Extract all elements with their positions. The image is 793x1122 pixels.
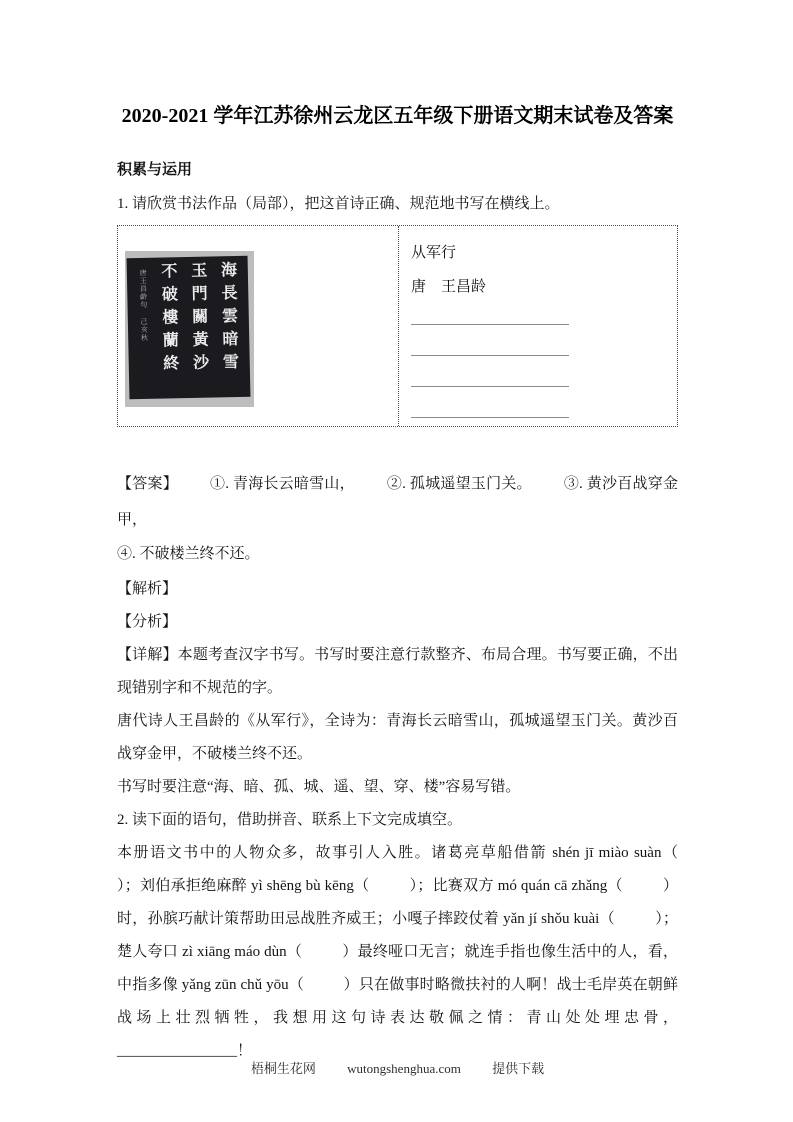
section-heading: 积累与运用 bbox=[117, 162, 193, 178]
analysis-poem-paragraph: 唐代诗人王昌龄的《从军行》，全诗为：青海长云暗雪山，孤城遥望玉门关。黄沙百战穿金甲，不破楼兰终不还。 bbox=[117, 713, 678, 762]
footer-site-url: wutongshenghua.com bbox=[347, 1061, 461, 1076]
analysis-detail-paragraph: 【详解】本题考查汉字书写。书写时要注意行款整齐、布局合理。书写要正确，不出现错别字和不规范的字。 bbox=[117, 647, 678, 696]
question-2-body: 本册语文书中的人物众多，故事引人入胜。诸葛亮草船借箭 shén jī miào suàn（ ）；刘伯承拒绝麻醉 yì shēng bù kēng（ ）；比赛双方 mó quán cā zhǎng（ ）时，孙膑巧献计策帮助田忌战胜齐威王；小嘎子摔跤仗着 yǎn jí shǒu kuài（ ）；楚人夸口 zì xiāng máo dùn（ ）最终哑口无言；就连手指也像生活中的人，看，中指多像 yǎng zūn chǔ yōu（ ）只在做事时略微扶衬的人啊！战士毛岸英在朝鲜战场上壮烈牺牲，我想用这句诗表达敬佩之情：青山处处埋忠骨，________________！ bbox=[117, 845, 716, 1059]
question-2-text: 2. 读下面的语句，借助拼音、联系上下文完成填空。 bbox=[117, 812, 463, 828]
answer-item-3: ③. 黄沙百战穿金甲， bbox=[117, 476, 678, 528]
question-1-box bbox=[117, 225, 678, 427]
poem-cell bbox=[398, 226, 677, 426]
answer-item-4: ④. 不破楼兰终不还。 bbox=[117, 546, 260, 562]
page-title: 2020-2021 学年江苏徐州云龙区五年级下册语文期末试卷及答案 bbox=[121, 105, 674, 127]
footer bbox=[117, 1058, 678, 1077]
analysis-fenxi-label: 【分析】 bbox=[117, 614, 178, 630]
analysis-jiexi-label: 【解析】 bbox=[117, 581, 178, 597]
answer-label: 【答案】 bbox=[117, 476, 178, 492]
answer-blank-line bbox=[411, 356, 569, 387]
analysis-note-paragraph: 书写时要注意“海、暗、孤、城、遥、望、穿、楼”容易写错。 bbox=[117, 779, 521, 795]
calligraphy-column-3: 不破樓蘭終 bbox=[158, 262, 179, 378]
answer-item-1: ①. 青海长云暗雪山， bbox=[209, 476, 355, 492]
document-body bbox=[117, 0, 716, 1068]
question-1-text: 1. 请欣赏书法作品（局部），把这首诗正确、规范地书写在横线上。 bbox=[117, 196, 560, 212]
calligraphy-column-2: 玉門關黃沙 bbox=[188, 261, 208, 377]
answer-blank-line bbox=[411, 387, 569, 418]
calligraphy-plaque bbox=[127, 256, 251, 400]
footer-download-text: 提供下载 bbox=[492, 1061, 545, 1076]
answer-blank-line bbox=[411, 297, 569, 325]
calligraphy-column-1: 海長雲暗雪 bbox=[218, 261, 238, 377]
answer-row bbox=[117, 466, 678, 538]
poem-title: 从军行 bbox=[411, 245, 457, 261]
calligraphy-cell bbox=[118, 226, 398, 426]
answer-blank-line bbox=[411, 325, 569, 356]
poem-author: 唐 王昌龄 bbox=[411, 279, 487, 295]
calligraphy-signature: 唐王昌齡句 己亥秋 bbox=[138, 268, 149, 343]
calligraphy-image bbox=[125, 251, 254, 407]
footer-site-name: 梧桐生花网 bbox=[250, 1061, 316, 1076]
answer-item-2: ②. 孤城遥望玉门关。 bbox=[386, 476, 532, 492]
